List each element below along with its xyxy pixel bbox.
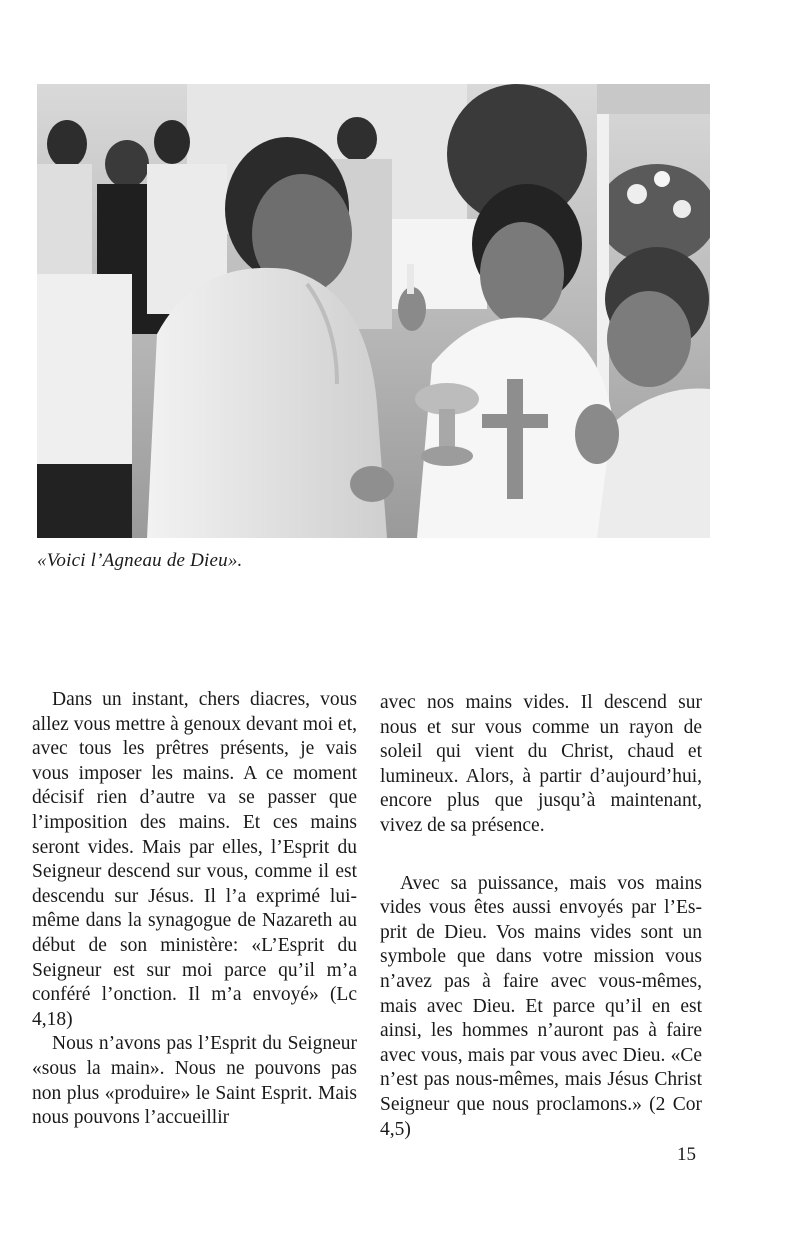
page-number: 15 xyxy=(677,1144,696,1165)
left-text-column xyxy=(32,688,357,1131)
communion-photo xyxy=(37,84,710,538)
right-paragraph-2: Avec sa puissance, mais vos mains vides vous êtes aussi envoyés par l’Esprit de Dieu. Vos mains vides sont un symbole que dans votre mission vous n’avez pas à faire avec vous-mêmes, mais avec Dieu. Et parce qu’il en est ainsi, les hommes n’auront pas à faire avec vous, mais par vous avec Dieu. «Ce n’est pas nous-mêmes, mais Jésus Christ Seigneur que nous proclamons.» (2 Cor 4,5) xyxy=(380,872,702,1140)
photo-illustration xyxy=(37,84,710,538)
left-paragraph-1: Dans un instant, chers diacres, vous allez vous mettre à genoux devant moi et, avec tous les prêtres présents, je vais vous imposer les mains. A ce moment décisif rien d’autre va se passer que l’imposition des mains. Et ces mains seront vides. Mais par elles, l’Esprit du Seigneur descend sur vous, comme il est descendu sur Jésus. Il l’a exprimé lui-même dans la synagogue de Nazareth au début de son ministère: «L’Esprit du Seigneur est sur moi parce qu’il m’a conféré l’onction. Il m’a envoyé» (Lc 4,18) xyxy=(32,689,357,1030)
left-paragraph-2: Nous n’avons pas l’Esprit du Seigneur «sous la main». Nous ne pouvons pas non plus «produire» le Saint Esprit. Mais nous pouvons l’accueillir xyxy=(32,1033,357,1129)
right-paragraph-1: avec nos mains vides. Il descend sur nous et sur vous comme un rayon de soleil qui vient du Christ, chaud et lumineux. Alors, à partir d’aujourd’hui, encore plus que jusqu’à maintenant, vivez de sa présence. xyxy=(380,692,702,836)
photo-caption: «Voici l’Agneau de Dieu». xyxy=(37,550,243,571)
right-text-column xyxy=(380,691,702,1142)
